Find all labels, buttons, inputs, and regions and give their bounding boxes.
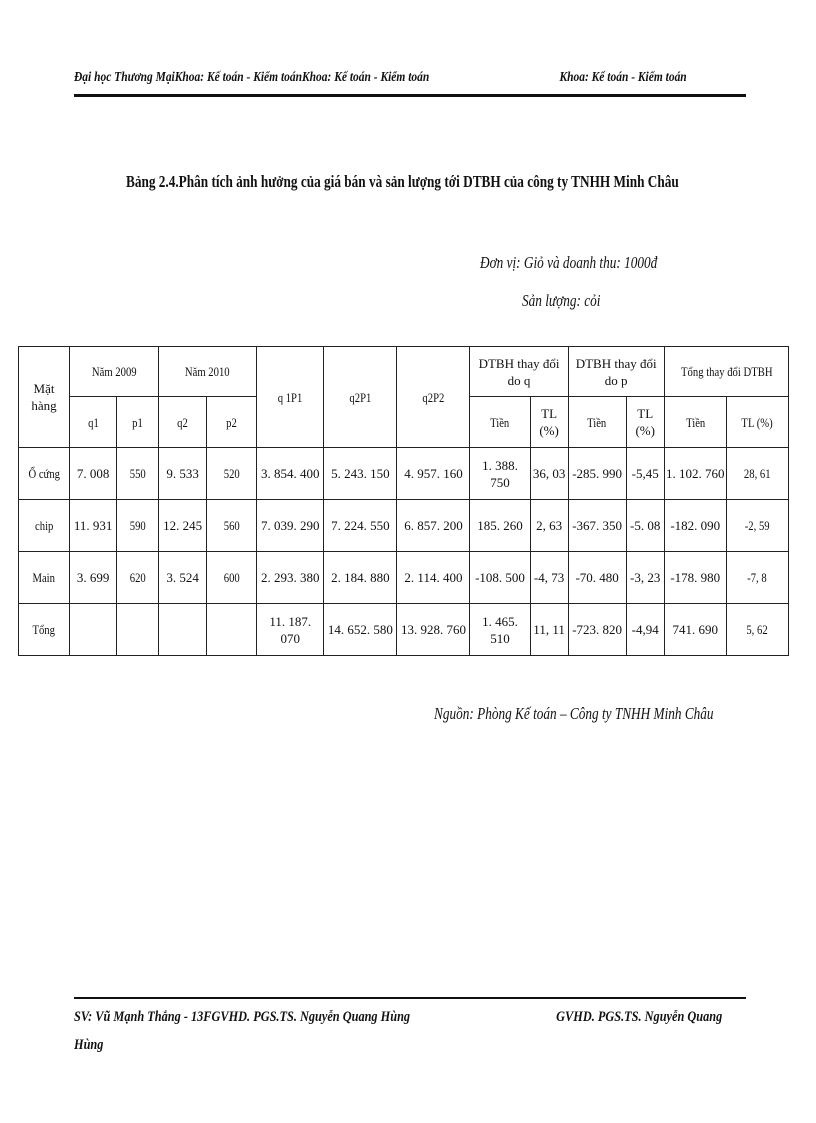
header-tien-tong: Tiền	[664, 397, 726, 448]
cell-tl-q: 2, 63	[530, 500, 568, 552]
cell-p2: 600	[207, 552, 257, 604]
header-tl-p: TL (%)	[626, 397, 664, 448]
cell-name: chip	[19, 500, 70, 552]
cell-p2: 520	[207, 448, 257, 500]
cell-tien-tong: -182. 090	[664, 500, 726, 552]
cell-q2	[159, 604, 207, 656]
cell-q2: 9. 533	[159, 448, 207, 500]
cell-q2: 12. 245	[159, 500, 207, 552]
cell-q2p1: 5. 243. 150	[324, 448, 397, 500]
cell-tien-q: -108. 500	[470, 552, 530, 604]
table-row	[19, 552, 789, 604]
cell-tien-q: 185. 260	[470, 500, 530, 552]
cell-tien-q: 1. 465. 510	[470, 604, 530, 656]
cell-q2p2: 2. 114. 400	[397, 552, 470, 604]
header-tien-p: Tiền	[568, 397, 626, 448]
header-q1: q1	[70, 397, 117, 448]
cell-tien-tong: 741. 690	[664, 604, 726, 656]
header-p2: p2	[207, 397, 257, 448]
header-p1: p1	[117, 397, 159, 448]
cell-q1: 11. 931	[70, 500, 117, 552]
cell-tl-q: -4, 73	[530, 552, 568, 604]
header-left-text: Đại học Thương MạiKhoa: Kế toán - Kiểm toánKhoa: Kế toán - Kiểm toán	[74, 70, 430, 85]
cell-tl-p: -3, 23	[626, 552, 664, 604]
header-q2p2: q2P2	[397, 347, 470, 448]
header-dtbh-p: DTBH thay đổi do p	[568, 347, 664, 397]
cell-tien-p: -285. 990	[568, 448, 626, 500]
cell-q1: 7. 008	[70, 448, 117, 500]
cell-q1: 3. 699	[70, 552, 117, 604]
table-header-row-1	[19, 347, 789, 397]
cell-q2: 3. 524	[159, 552, 207, 604]
cell-tien-q: 1. 388. 750	[470, 448, 530, 500]
table-row	[19, 448, 789, 500]
header-dtbh-q: DTBH thay đổi do q	[470, 347, 568, 397]
header-tong-thay-doi: Tổng thay đổi DTBH	[664, 347, 788, 397]
cell-tien-p: -367. 350	[568, 500, 626, 552]
table-row-total	[19, 604, 789, 656]
header-mat-hang: Mặt hàng	[19, 347, 70, 448]
cell-q1p1: 2. 293. 380	[257, 552, 324, 604]
cell-q2p2: 6. 857. 200	[397, 500, 470, 552]
cell-tl-q: 11, 11	[530, 604, 568, 656]
revenue-analysis-table	[18, 346, 789, 656]
cell-q2p2: 4. 957. 160	[397, 448, 470, 500]
cell-tl-q: 36, 03	[530, 448, 568, 500]
cell-p2	[207, 604, 257, 656]
table-row	[19, 500, 789, 552]
header-nam-2009: Năm 2009	[70, 347, 159, 397]
cell-q1p1: 7. 039. 290	[257, 500, 324, 552]
cell-p1: 550	[117, 448, 159, 500]
cell-tien-p: -70. 480	[568, 552, 626, 604]
header-nam-2010: Năm 2010	[159, 347, 257, 397]
cell-p1: 590	[117, 500, 159, 552]
cell-q2p1: 7. 224. 550	[324, 500, 397, 552]
cell-q1p1: 11. 187. 070	[257, 604, 324, 656]
cell-tl-tong: -2, 59	[726, 500, 788, 552]
cell-p1: 620	[117, 552, 159, 604]
cell-q2p2: 13. 928. 760	[397, 604, 470, 656]
cell-tl-p: -5. 08	[626, 500, 664, 552]
header-q1p1: q 1P1	[257, 347, 324, 448]
cell-q2p1: 14. 652. 580	[324, 604, 397, 656]
cell-tl-tong: 5, 62	[726, 604, 788, 656]
footer-left-text: SV: Vũ Mạnh Thắng - 13FGVHD. PGS.TS. Nguyễn Quang Hùng	[74, 1009, 411, 1025]
header-right-text: Khoa: Kế toán - Kiểm toán	[559, 70, 687, 85]
header-q2p1: q2P1	[324, 347, 397, 448]
page-header	[74, 66, 687, 92]
footer-rule	[74, 997, 746, 999]
table-title: Bảng 2.4.Phân tích ảnh hưởng của giá bán và sản lượng tới DTBH của công ty TNHH Minh Châu	[126, 172, 679, 191]
cell-tl-p: -4,94	[626, 604, 664, 656]
header-rule	[74, 94, 746, 97]
cell-q2p1: 2. 184. 880	[324, 552, 397, 604]
cell-tl-tong: 28, 61	[726, 448, 788, 500]
header-tl-tong: TL (%)	[726, 397, 788, 448]
cell-name: Ổ cứng	[19, 448, 70, 500]
cell-tien-tong: 1. 102. 760	[664, 448, 726, 500]
footer-second-line: Hùng	[74, 1037, 104, 1053]
cell-q1	[70, 604, 117, 656]
footer-right-text: GVHD. PGS.TS. Nguyễn Quang	[556, 1009, 723, 1025]
cell-name: Tổng	[19, 604, 70, 656]
header-q2: q2	[159, 397, 207, 448]
cell-tien-p: -723. 820	[568, 604, 626, 656]
header-tien-q: Tiền	[470, 397, 530, 448]
cell-tien-tong: -178. 980	[664, 552, 726, 604]
header-tl-q: TL (%)	[530, 397, 568, 448]
source-note: Nguồn: Phòng Kế toán – Công ty TNHH Minh Châu	[434, 704, 714, 723]
cell-tl-tong: -7, 8	[726, 552, 788, 604]
cell-p1	[117, 604, 159, 656]
unit-note-quantity: Sản lượng: cỏi	[522, 291, 601, 310]
cell-p2: 560	[207, 500, 257, 552]
unit-note-price: Đơn vị: Giỏ và doanh thu: 1000đ	[480, 253, 658, 272]
cell-tl-p: -5,45	[626, 448, 664, 500]
cell-name: Main	[19, 552, 70, 604]
cell-q1p1: 3. 854. 400	[257, 448, 324, 500]
